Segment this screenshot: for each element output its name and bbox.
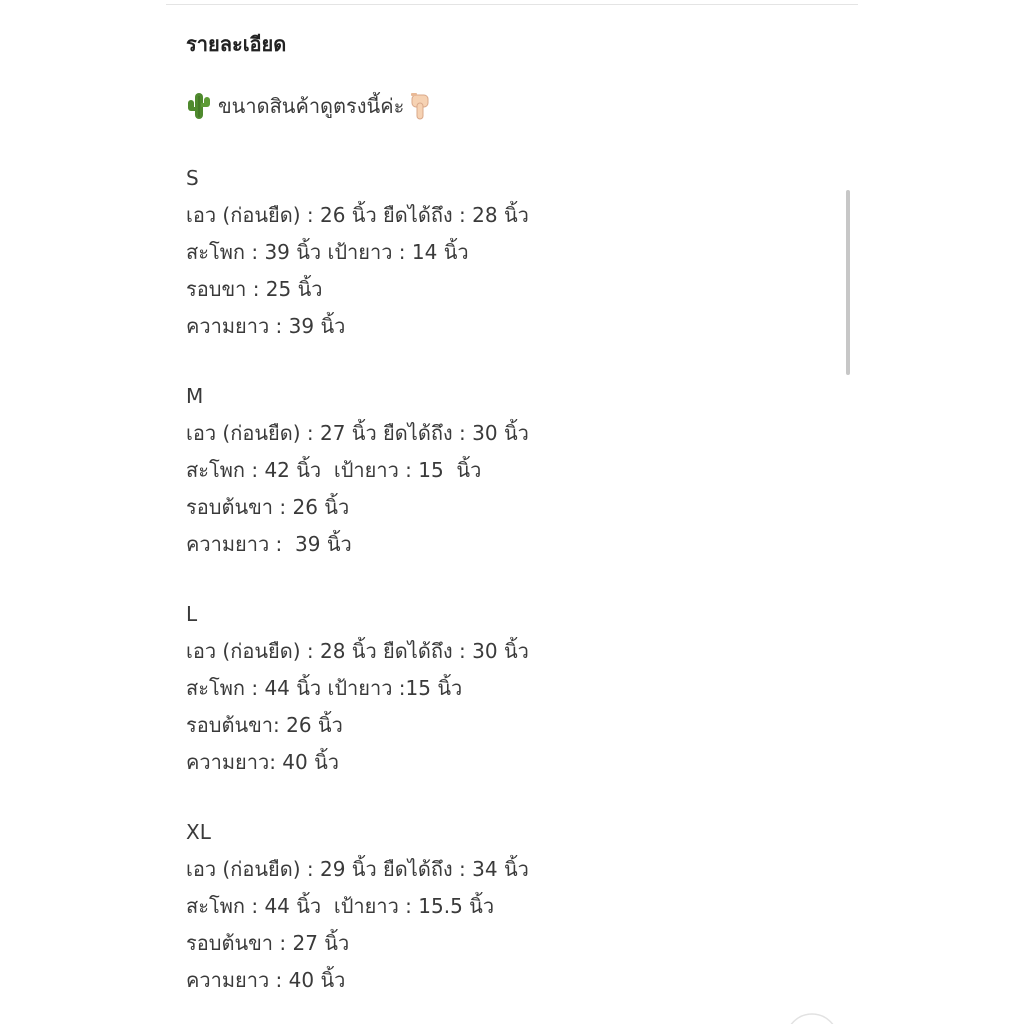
corner-button-edge [782, 1010, 842, 1024]
measurement-line: เอว (ก่อนยืด) : 26 นิ้ว ยืดได้ถึง : 28 นิ้ว [186, 203, 529, 227]
size-label: S [186, 166, 199, 190]
measurement-line: สะโพก : 44 นิ้ว เป้ายาว : 15.5 นิ้ว [186, 894, 495, 918]
measurement-line: เอว (ก่อนยืด) : 28 นิ้ว ยืดได้ถึง : 30 นิ้ว [186, 639, 529, 663]
top-divider [166, 4, 858, 5]
measurement-line: ความยาว : 39 นิ้ว [186, 314, 346, 338]
size-block [186, 160, 826, 345]
scrollbar[interactable] [844, 190, 852, 375]
measurement-line: รอบต้นขา : 27 นิ้ว [186, 931, 350, 955]
measurement-line: สะโพก : 44 นิ้ว เป้ายาว :15 นิ้ว [186, 676, 463, 700]
measurement-line: ความยาว : 40 นิ้ว [186, 968, 346, 992]
measurement-line: เอว (ก่อนยืด) : 27 นิ้ว ยืดได้ถึง : 30 นิ้ว [186, 421, 529, 445]
measurement-line: ความยาว : 39 นิ้ว [186, 532, 352, 556]
size-block [186, 814, 826, 999]
measurement-line: รอบต้นขา : 26 นิ้ว [186, 495, 350, 519]
measurement-line: สะโพก : 42 นิ้ว เป้ายาว : 15 นิ้ว [186, 458, 482, 482]
measurement-line: รอบขา : 25 นิ้ว [186, 277, 323, 301]
section-title: รายละเอียด [186, 32, 287, 56]
measurement-line: เอว (ก่อนยืด) : 29 นิ้ว ยืดได้ถึง : 34 นิ้ว [186, 857, 529, 881]
size-intro-line [186, 88, 434, 124]
measurement-line: ความยาว: 40 นิ้ว [186, 750, 340, 774]
size-intro-text: ขนาดสินค้าดูตรงนี้ค่ะ [218, 94, 405, 118]
size-label: M [186, 384, 204, 408]
measurement-line: รอบต้นขา: 26 นิ้ว [186, 713, 343, 737]
scrollbar-thumb[interactable] [846, 190, 850, 375]
pointing-down-icon [408, 91, 434, 121]
measurement-line: สะโพก : 39 นิ้ว เป้ายาว : 14 นิ้ว [186, 240, 469, 264]
cactus-icon [186, 91, 212, 121]
size-block [186, 378, 826, 563]
size-label: XL [186, 820, 211, 844]
size-block [186, 596, 826, 781]
size-label: L [186, 602, 198, 626]
